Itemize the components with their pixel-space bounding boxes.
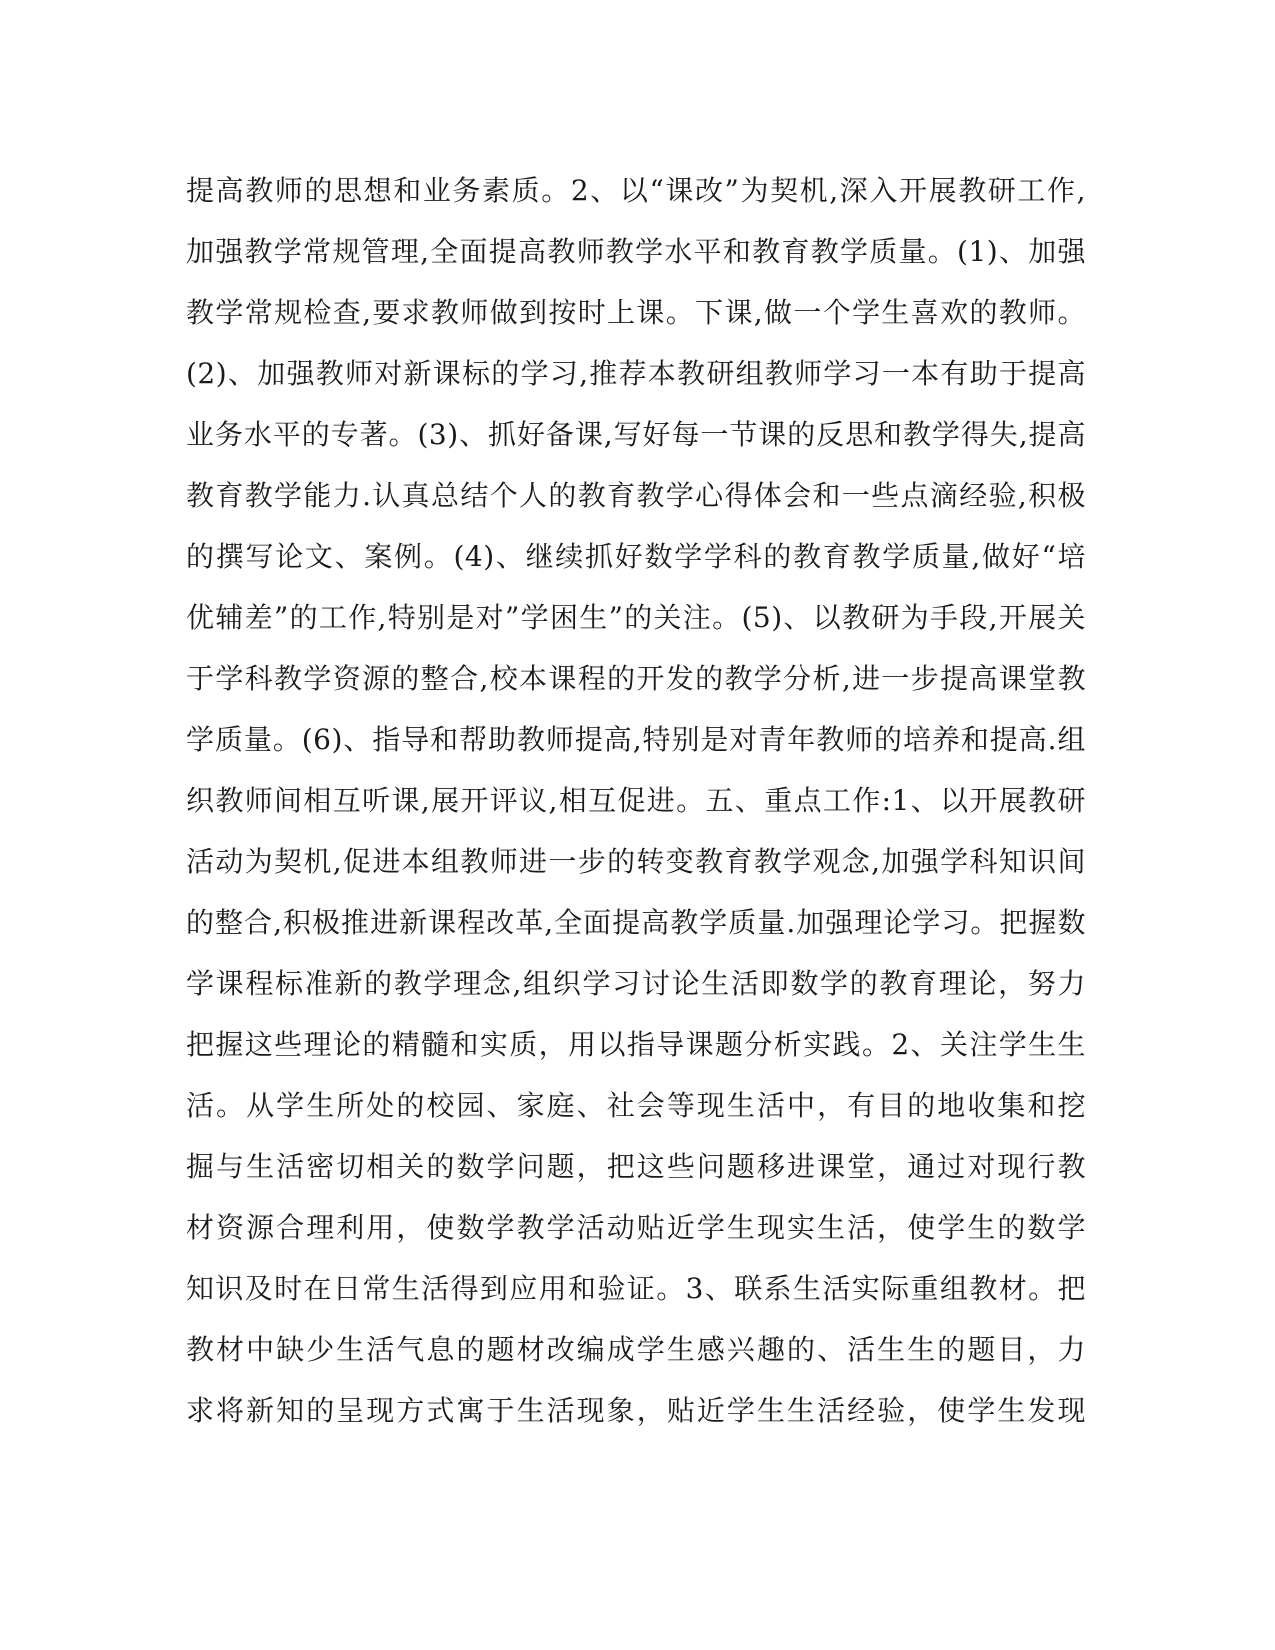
text-line-7: 的撰写论文、案例。(4)、继续抓好数学学科的教育教学质量,做好“培 <box>186 540 1086 573</box>
text-line-12: 活动为契机,促进本组教师进一步的转变教育教学观念,加强学科知识间 <box>186 845 1086 878</box>
text-line-19: 知识及时在日常生活得到应用和验证。3、联系生活实际重组教材。把 <box>186 1272 1086 1305</box>
text-line-13: 的整合,积极推进新课程改革,全面提高教学质量.加强理论学习。把握数 <box>186 906 1086 939</box>
text-line-2: 加强教学常规管理,全面提高教师教学水平和教育教学质量。(1)、加强 <box>186 235 1086 268</box>
text-line-1: 提高教师的思想和业务素质。2、以“课改”为契机,深入开展教研工作, <box>186 174 1086 207</box>
text-line-4: (2)、加强教师对新课标的学习,推荐本教研组教师学习一本有助于提高 <box>186 357 1086 390</box>
text-line-14: 学课程标准新的教学理念,组织学习讨论生活即数学的教育理论，努力 <box>186 967 1086 1000</box>
text-line-3: 教学常规检查,要求教师做到按时上课。下课,做一个学生喜欢的教师。 <box>186 296 1086 329</box>
body-text <box>186 160 1086 1441</box>
text-line-9: 于学科教学资源的整合,校本课程的开发的教学分析,进一步提高课堂教 <box>186 662 1086 695</box>
text-line-21: 求将新知的呈现方式寓于生活现象，贴近学生生活经验，使学生发现 <box>186 1394 1086 1427</box>
text-line-11: 织教师间相互听课,展开评议,相互促进。五、重点工作:1、以开展教研 <box>186 784 1086 817</box>
text-line-15: 把握这些理论的精髓和实质，用以指导课题分析实践。2、关注学生生 <box>186 1028 1086 1061</box>
text-line-5: 业务水平的专著。(3)、抓好备课,写好每一节课的反思和教学得失,提高 <box>186 418 1086 451</box>
text-line-6: 教育教学能力.认真总结个人的教育教学心得体会和一些点滴经验,积极 <box>186 479 1086 512</box>
text-line-18: 材资源合理利用，使数学教学活动贴近学生现实生活，使学生的数学 <box>186 1211 1086 1244</box>
text-line-17: 掘与生活密切相关的数学问题，把这些问题移进课堂，通过对现行教 <box>186 1150 1086 1183</box>
text-line-10: 学质量。(6)、指导和帮助教师提高,特别是对青年教师的培养和提高.组 <box>186 723 1086 756</box>
text-line-8: 优辅差”的工作,特别是对”学困生”的关注。(5)、以教研为手段,开展关 <box>186 601 1086 634</box>
text-line-20: 教材中缺少生活气息的题材改编成学生感兴趣的、活生生的题目，力 <box>186 1333 1086 1366</box>
text-line-16: 活。从学生所处的校园、家庭、社会等现生活中，有目的地收集和挖 <box>186 1089 1086 1122</box>
